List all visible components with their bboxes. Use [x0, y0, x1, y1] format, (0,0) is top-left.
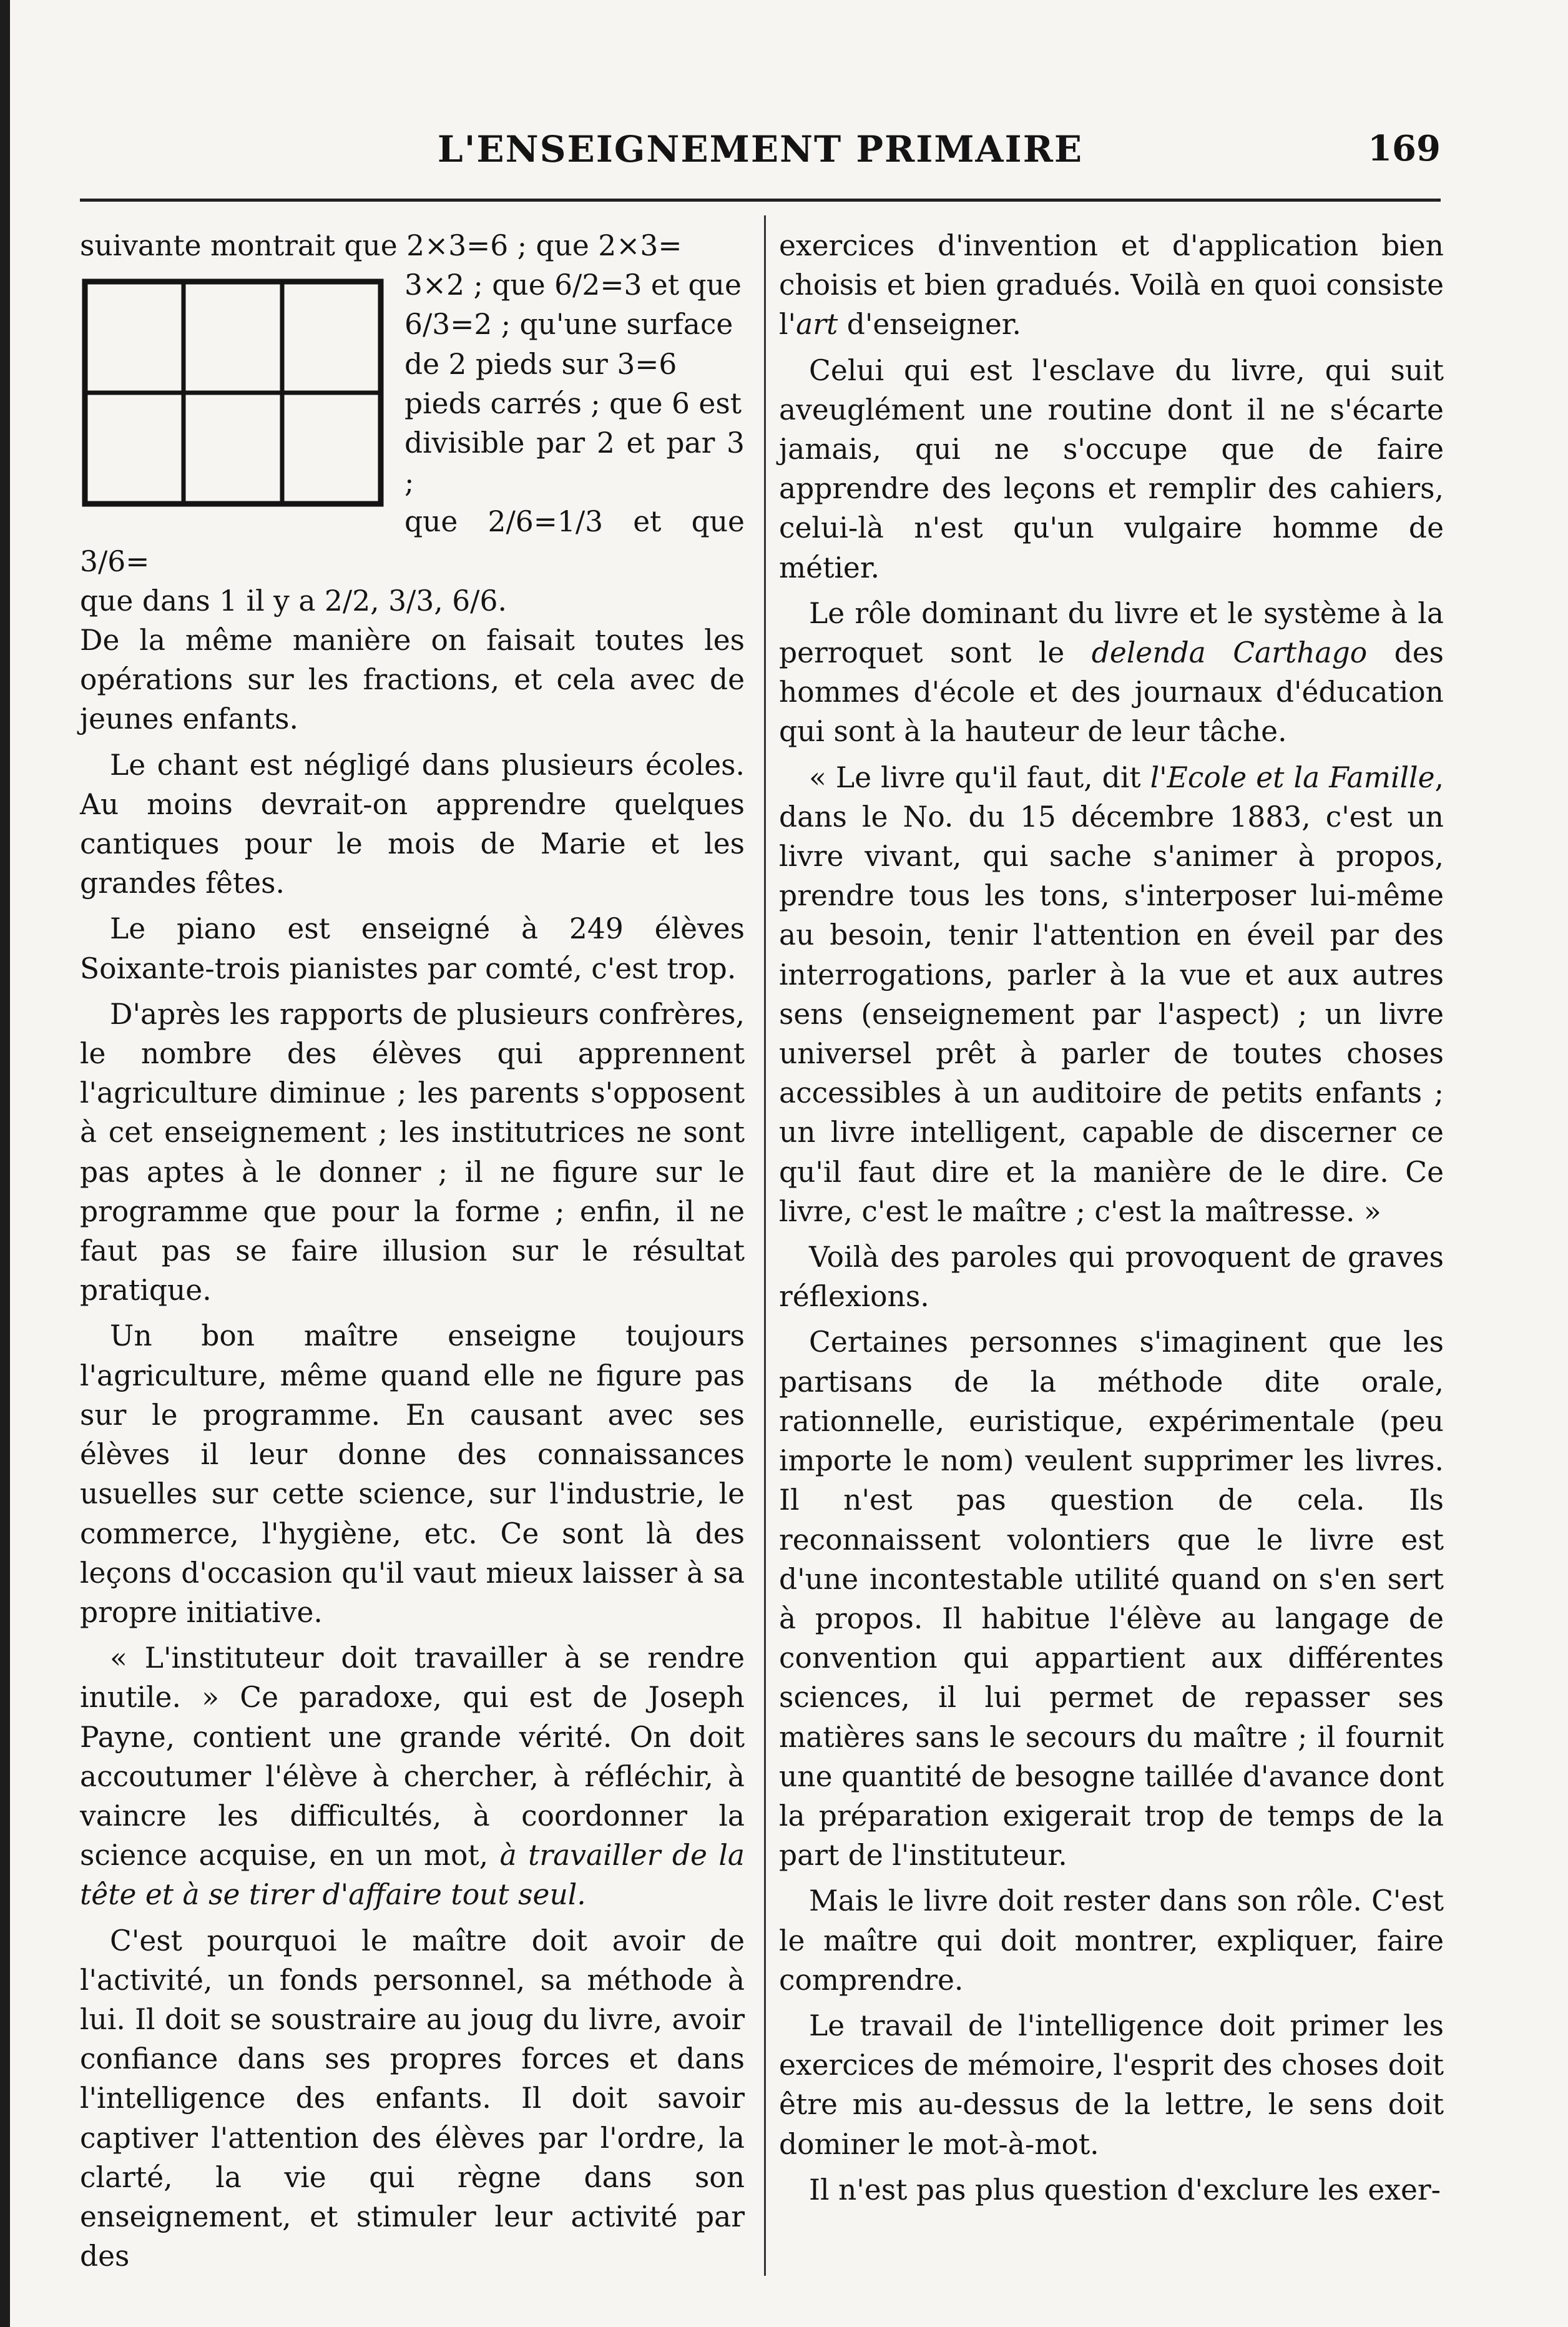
six-cell-grid-diagram [80, 275, 386, 510]
paragraph: D'après les rapports de plusieurs confrères, le nombre des élèves qui apprennent l'agriculture diminue ; les parents s'opposent à cet enseignement ; les institutrices ne sont pas aptes à le donner ; il ne figure sur le programme que pour la forme ; enfin, il ne faut pas se faire illusion sur le résultat pratique. [80, 997, 745, 1307]
paragraph: Le chant est négligé dans plusieurs écoles. Au moins devrait-on apprendre quelques cantiques pour le mois de Marie et les grandes fêtes. [80, 748, 745, 900]
italic-phrase: delenda Carthago [1091, 636, 1368, 670]
figure-block [80, 265, 745, 621]
paragraph: Certaines personnes s'imaginent que les partisans de la méthode dite orale, rationnelle, euristique, expérimentale (peu importe le nom) veulent supprimer les livres. Il n'est pas question de cela. Ils reconnaissent volontiers que le livre est d'une incontestable utilité quand on s'en sert à propos. Il habitue l'élève au langage de convention qui appartient aux différentes sciences, il lui permet de repasser ses matières sans le secours du maître ; il fournit une quantité de besogne taillée d'avance dont la préparation exigerait trop de temps de la part de l'instituteur. [779, 1326, 1444, 1872]
paragraph [779, 594, 1444, 752]
paragraph: Il n'est pas plus question d'exclure les exer- [809, 2173, 1441, 2206]
paragraph: Voilà des paroles qui provoquent de graves réflexions. [779, 1241, 1444, 1314]
italic-phrase: à travailler de la tête et à se tirer d'affaire tout seul. [80, 1839, 745, 1912]
italic-word: art [796, 308, 838, 342]
paragraph: Un bon maître enseigne toujours l'agriculture, même quand elle ne figure pas sur le programme. En causant avec ses élèves il leur donne des connaissances usuelles sur cette science, sur l'industrie, le commerce, l'hygiène, etc. Ce sont là des leçons d'occasion qu'il vaut mieux laisser à sa propre initiative. [80, 1319, 745, 1629]
quote-text: « L'instituteur doit travailler à se rendre inutile. » Ce paradoxe, qui est de Joseph Payne, contient une grande vérité. On doit accoutumer l'élève à chercher, à réfléchir, à vaincre les difficultés, à coordonner la science acquise, en un mot, [80, 1641, 745, 1872]
paragraph [779, 758, 1444, 1231]
paragraph: Le travail de l'intelligence doit primer les exercices de mémoire, l'esprit des choses doit être mis au-dessus de la lettre, le sens doit dominer le mot-à-mot. [779, 2009, 1444, 2161]
text-run: des hommes d'école et des journaux d'éducation qui sont à la hauteur de leur tâche. [779, 636, 1444, 749]
paragraph [80, 1638, 745, 1914]
binding-edge [0, 0, 10, 2327]
paragraph: Mais le livre doit rester dans son rôle. C'est le maître qui doit montrer, expliquer, faire comprendre. [779, 1884, 1444, 1997]
header-rule [80, 199, 1441, 202]
paragraph: De la même manière on faisait toutes les opérations sur les fractions, et cela avec de jeunes enfants. [80, 624, 745, 736]
figure-line: que dans 1 il y a 2/2, 3/3, 6/6. [80, 584, 507, 617]
page-header [80, 128, 1441, 178]
figure-line: que 2/6=1/3 et que 3/6= [80, 505, 745, 578]
running-title: L'ENSEIGNEMENT PRIMAIRE [437, 128, 1084, 170]
paragraph: Celui qui est l'esclave du livre, qui suit aveuglément une routine dont il ne s'écarte jamais, qui ne s'occupe que de faire apprendre des leçons et remplir des cahiers, celui-là n'est qu'un vulgaire homme de métier. [779, 353, 1444, 584]
italic-title: l'Ecole et la Famille [1150, 760, 1435, 794]
figure-intro-line: suivante montrait que 2×3=6 ; que 2×3= [80, 229, 682, 262]
column-divider [764, 215, 766, 2276]
text-run: Le rôle dominant du livre et le système à la perroquet sont le [779, 596, 1444, 670]
paragraph [779, 226, 1444, 345]
paragraph: Le piano est enseigné à 249 élèves Soixante-trois pianistes par comté, c'est trop. [80, 912, 745, 985]
paragraph: C'est pourquoi le maître doit avoir de l'activité, un fonds personnel, sa méthode à lui. Il doit se soustraire au joug du livre, avoir confiance dans ses propres forces et dans l'intelligence des enfants. Il doit savoir captiver l'attention des élèves par l'ordre, la clarté, la vie qui règne dans son enseignement, et stimuler leur activité par des [80, 1924, 745, 2273]
text-run: exercices d'invention et d'application bien choisis et bien gradués. Voilà en quoi consiste l' [779, 229, 1444, 342]
figure-line: pieds carrés ; que 6 est [404, 386, 742, 420]
right-column [779, 226, 1444, 2210]
text-run: d'enseigner. [838, 308, 1021, 342]
grid-figure [80, 275, 386, 510]
text-run: « Le livre qu'il faut, dit [809, 760, 1150, 794]
figure-line: de 2 pieds sur 3=6 [404, 347, 677, 381]
figure-line: divisible par 2 et par 3 ; [404, 426, 745, 499]
text-run: , dans le No. du 15 décembre 1883, c'est un livre vivant, qui sache s'animer à propos, prendre tous les tons, s'interposer lui-même au besoin, tenir l'attention en éveil par des interrogations, parler à la vue et aux autres sens (enseignement par l'aspect) ; un livre universel prêt à parler de toutes choses accessibles à un auditoire de petits enfants ; un livre intelligent, capable de discerner ce qu'il faut dire et la manière de le dire. Ce livre, c'est le maître ; c'est la maîtresse. » [779, 760, 1444, 1228]
figure-line: 3×2 ; que 6/2=3 et que [404, 268, 742, 302]
page-number: 169 [1368, 128, 1441, 169]
figure-line: 6/3=2 ; qu'une surface [404, 308, 733, 342]
left-column [80, 226, 745, 2276]
